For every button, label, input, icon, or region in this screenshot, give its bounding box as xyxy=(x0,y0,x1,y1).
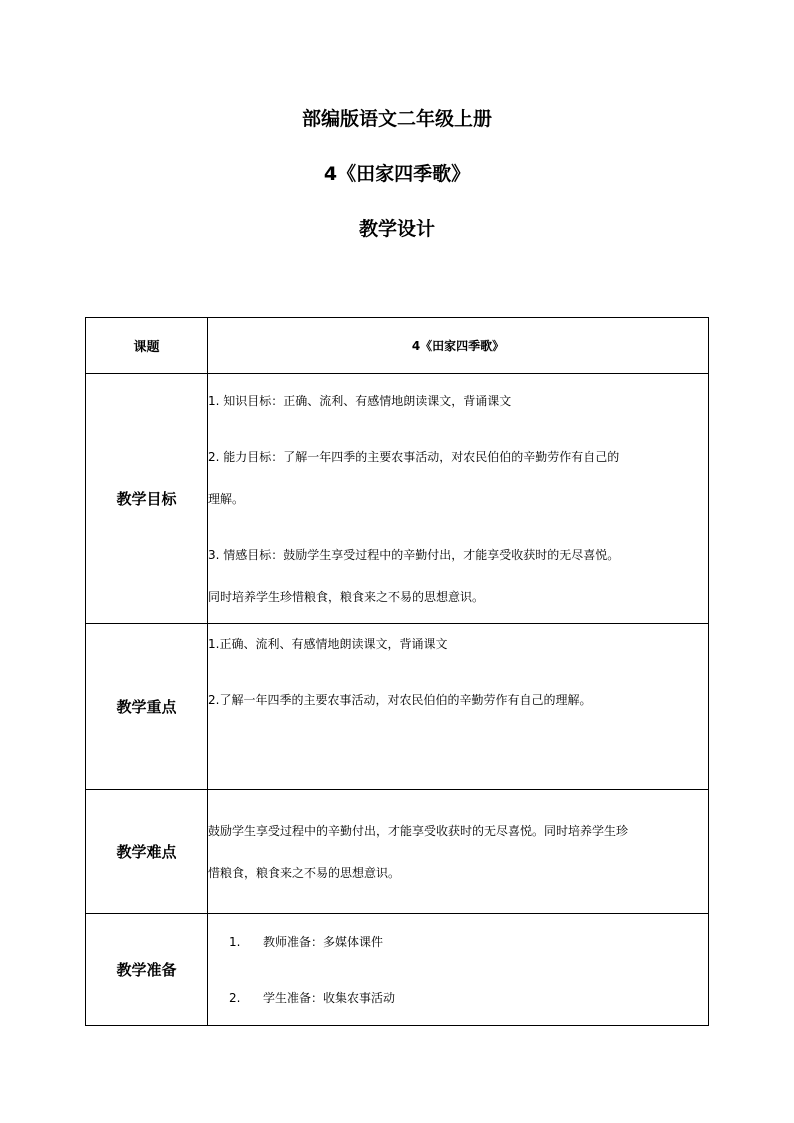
document-title: 部编版语文二年级上册 xyxy=(301,108,492,130)
goal-item: 理解。 xyxy=(208,491,245,506)
difficulty-item: 鼓励学生享受过程中的辛勤付出，才能享受收获时的无尽喜悦。同时培养学生珍 xyxy=(208,823,629,838)
preparation-text: 教师准备：多媒体课件 xyxy=(263,934,384,949)
goal-item: 同时培养学生珍惜粮食，粮食来之不易的思想意识。 xyxy=(208,589,485,604)
document-subtitle: 教学设计 xyxy=(358,218,435,240)
key-points-label: 教学重点 xyxy=(86,624,208,790)
key-points-content xyxy=(208,624,709,790)
topic-label: 课题 xyxy=(86,318,208,374)
lesson-plan-table xyxy=(85,317,709,1026)
goal-item: 2. 能力目标：了解一年四季的主要农事活动，对农民伯伯的辛勤劳作有自己的 xyxy=(208,449,620,464)
lesson-title: 4《田家四季歌》 xyxy=(323,163,471,185)
goal-item: 3. 情感目标：鼓励学生享受过程中的辛勤付出，才能享受收获时的无尽喜悦。 xyxy=(208,547,620,562)
topic-value: 4《田家四季歌》 xyxy=(208,318,709,374)
key-point-item: 1.正确、流利、有感情地朗读课文，背诵课文 xyxy=(208,637,448,651)
table-row-difficulties xyxy=(86,790,709,914)
list-number: 2. xyxy=(229,990,241,1005)
preparation-item xyxy=(208,988,708,1008)
list-number: 1. xyxy=(229,934,241,949)
difficulties-label: 教学难点 xyxy=(86,790,208,914)
preparation-text: 学生准备：收集农事活动 xyxy=(263,990,396,1005)
key-point-item: 2.了解一年四季的主要农事活动，对农民伯伯的辛勤劳作有自己的理解。 xyxy=(208,693,592,707)
table-row-goals xyxy=(86,374,709,624)
table-row-key-points xyxy=(86,624,709,790)
goals-content xyxy=(208,374,709,624)
difficulty-item: 惜粮食，粮食来之不易的思想意识。 xyxy=(208,865,401,880)
preparation-label: 教学准备 xyxy=(86,914,208,1026)
preparation-content xyxy=(208,914,709,1026)
preparation-item xyxy=(208,932,708,952)
goal-item: 1. 知识目标：正确、流利、有感情地朗读课文，背诵课文 xyxy=(208,393,512,408)
table-row-topic xyxy=(86,318,709,374)
table-row-preparation xyxy=(86,914,709,1026)
goals-label: 教学目标 xyxy=(86,374,208,624)
difficulties-content xyxy=(208,790,709,914)
